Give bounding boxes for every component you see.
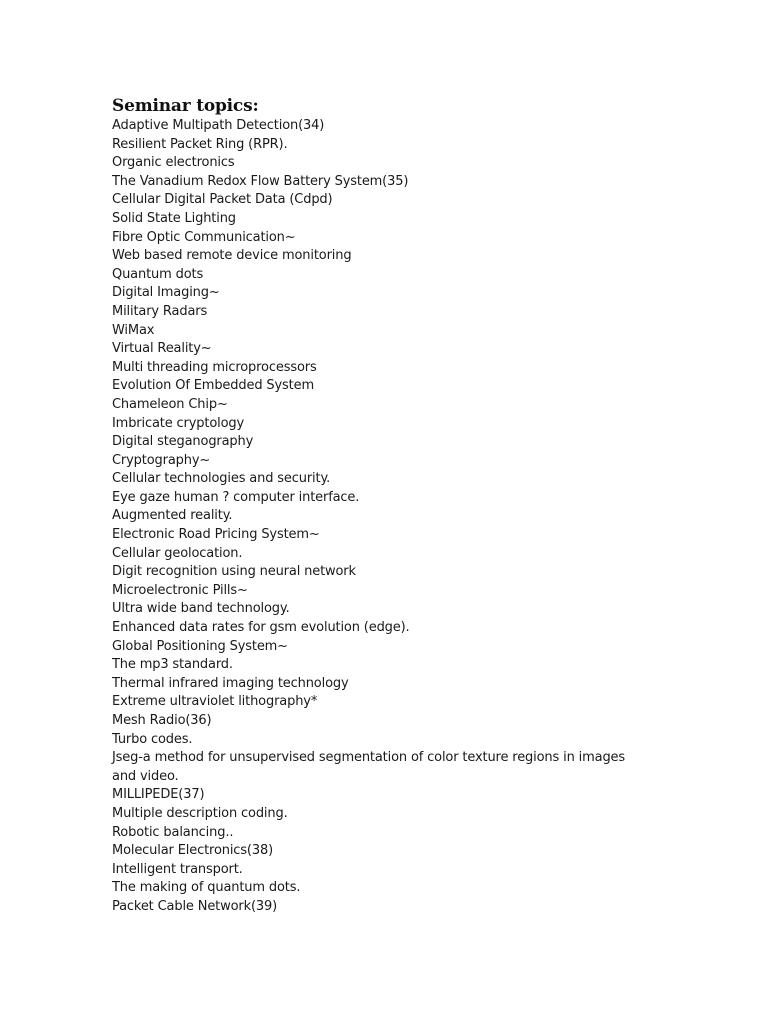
- topic-item: Ultra wide band technology.: [112, 601, 290, 617]
- topic-item: WiMax: [112, 322, 155, 338]
- topic-item: Solid State Lighting: [112, 210, 236, 226]
- topic-item: Mesh Radio(36): [112, 713, 212, 728]
- document-heading: Seminar topics:: [112, 96, 259, 116]
- topic-item: Multi threading microprocessors: [112, 359, 317, 375]
- topic-item: Organic electronics: [112, 155, 235, 171]
- topic-item: Packet Cable Network(39): [112, 898, 278, 914]
- topic-item: Thermal infrared imaging technology: [112, 675, 349, 691]
- topic-item: Multiple description coding.: [112, 805, 288, 821]
- topic-item: Jseg-a method for unsupervised segmentation of color texture regions in images and video.: [112, 750, 626, 784]
- topic-item: Resilient Packet Ring (RPR).: [112, 136, 288, 152]
- topic-item: Enhanced data rates for gsm evolution (edge).: [112, 620, 410, 636]
- topic-item: Adaptive Multipath Detection(34): [112, 118, 325, 133]
- topic-item: Military Radars: [112, 303, 208, 319]
- topic-item: Molecular Electronics(38): [112, 843, 274, 859]
- topic-item: Imbricate cryptology: [112, 415, 245, 431]
- topic-item: Digit recognition using neural network: [112, 564, 356, 580]
- topic-item: The making of quantum dots.: [112, 880, 301, 896]
- topic-item: Cellular Digital Packet Data (Cdpd): [112, 192, 333, 208]
- topic-item: Digital steganography: [112, 434, 254, 450]
- topic-item: Virtual Reality~: [112, 341, 212, 357]
- topic-item: Extreme ultraviolet lithography*: [112, 694, 318, 710]
- topic-item: Microelectronic Pills~: [112, 582, 248, 598]
- topic-item: Intelligent transport.: [112, 861, 243, 877]
- topic-item: Cellular technologies and security.: [112, 471, 331, 487]
- document-page: [112, 95, 652, 917]
- topic-item: Digital Imaging~: [112, 285, 220, 301]
- topic-item: Chameleon Chip~: [112, 396, 228, 412]
- topic-item: Cellular geolocation.: [112, 545, 243, 561]
- topic-item: The Vanadium Redox Flow Battery System(35): [112, 173, 409, 189]
- topic-item: Cryptography~: [112, 452, 211, 468]
- topic-item: Evolution Of Embedded System: [112, 378, 314, 394]
- topic-list: [112, 117, 652, 917]
- topic-item: Turbo codes.: [112, 731, 193, 747]
- topic-item: Quantum dots: [112, 266, 204, 282]
- topic-item: Electronic Road Pricing System~: [112, 527, 320, 543]
- topic-item: Web based remote device monitoring: [112, 248, 352, 264]
- topic-item: Augmented reality.: [112, 508, 233, 524]
- topic-item: The mp3 standard.: [112, 657, 233, 673]
- topic-item: MILLIPEDE(37): [112, 787, 205, 803]
- topic-item: Global Positioning System~: [112, 638, 288, 654]
- topic-item: Robotic balancing..: [112, 824, 234, 840]
- topic-item: Fibre Optic Communication~: [112, 229, 296, 245]
- topic-item: Eye gaze human ? computer interface.: [112, 489, 360, 505]
